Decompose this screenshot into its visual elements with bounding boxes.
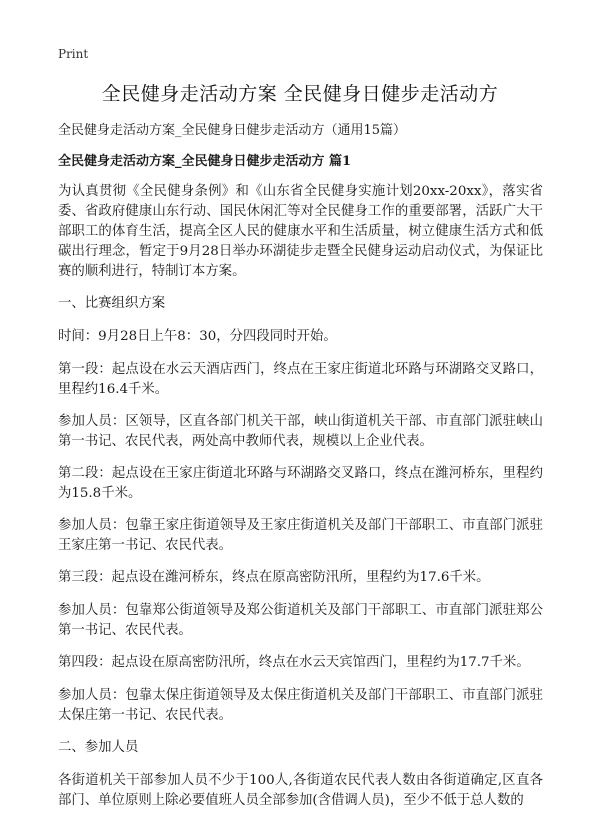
heading-participants: 二、参加人员 bbox=[58, 740, 139, 755]
paragraph-intro: 为认真贯彻《全民健身条例》和《山东省全民健身实施计划20xx-20xx》，落实省委、省政府健康山东行动、国民休闲汇等对全民健身工作的重要部署，活跃广大干部职工的体育生活，提高全区人民的健康水平和生活质量，树立健康生活方式和低碳出行理念，暂定于9月28日举办环湖徒步走暨全民健身运动启动仪式，为保证比赛的顺利进行，特制订本方案。 bbox=[58, 184, 543, 279]
paragraph-segment-1: 第一段：起点设在水云天酒店西门，终点在王家庄街道北环路与环湖路交叉路口，里程约16.4千米。 bbox=[58, 362, 543, 397]
document-title: 全民健身走活动方案 全民健身日健步走活动方 bbox=[101, 83, 499, 105]
section-heading: 全民健身走活动方案_全民健身日健步走活动方 篇1 bbox=[58, 154, 352, 169]
print-link[interactable]: Print bbox=[58, 47, 89, 61]
paragraph-time: 时间：9月28日上午8：30，分四段同时开始。 bbox=[58, 329, 337, 344]
paragraph-segment-3: 第三段：起点设在潍河桥东，终点在原高密防汛所，里程约为17.6千米。 bbox=[58, 570, 490, 585]
paragraph-participants-3: 参加人员：包靠郑公街道领导及郑公街道机关及部门干部职工、市直部门派驻郑公第一书记、农民代表。 bbox=[58, 603, 543, 638]
paragraph-participants-2: 参加人员：包靠王家庄街道领导及王家庄街道机关及部门干部职工、市直部门派驻王家庄第一书记、农民代表。 bbox=[58, 518, 543, 553]
heading-competition-plan: 一、比赛组织方案 bbox=[58, 296, 166, 311]
paragraph-participants-4: 参加人员：包靠太保庄街道领导及太保庄街道机关及部门干部职工、市直部门派驻太保庄第一书记、农民代表。 bbox=[58, 688, 543, 723]
paragraph-participants-1: 参加人员：区领导，区直各部门机关干部，峡山街道机关干部、市直部门派驻峡山第一书记、农民代表，两处高中教师代表，规模以上企业代表。 bbox=[58, 414, 543, 449]
document-body bbox=[58, 182, 543, 823]
paragraph-segment-2: 第二段：起点设在王家庄街道北环路与环湖路交叉路口，终点在潍河桥东，里程约为15.8千米。 bbox=[58, 466, 543, 501]
paragraph-participant-count: 各街道机关干部参加人员不少于100人,各街道农民代表人数由各街道确定,区直各部门、单位原则上除必要值班人员全部参加(含借调人员)，至少不低于总人数的 bbox=[58, 773, 543, 808]
document-subtitle: 全民健身走活动方案_全民健身日健步走活动方（通用15篇） bbox=[58, 123, 407, 138]
paragraph-segment-4: 第四段：起点设在原高密防汛所，终点在水云天宾馆西门，里程约为17.7千米。 bbox=[58, 655, 530, 670]
